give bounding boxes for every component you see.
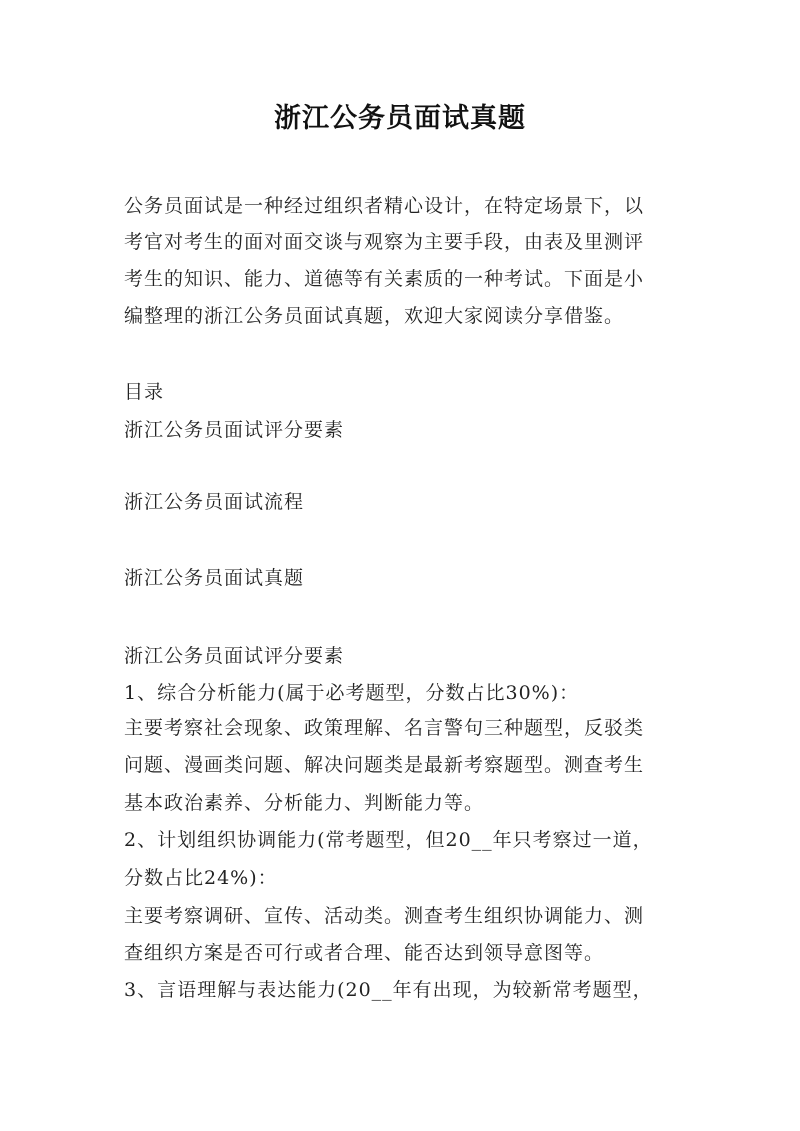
intro-line: 考官对考生的面对面交谈与观察为主要手段，由表及里测评 [124,231,645,253]
section-heading: 浙江公务员面试评分要素 [124,645,345,667]
section-line: 3、言语理解与表达能力(20__年有出现，为较新常考题型， [124,979,653,1001]
toc-item: 浙江公务员面试评分要素 [124,419,345,441]
section-line: 查组织方案是否可行或者合理、能否达到领导意图等。 [124,942,605,964]
toc-item: 浙江公务员面试流程 [124,491,305,513]
section-line: 问题、漫画类问题、解决问题类是最新考察题型。测查考生 [124,754,645,776]
intro-line: 考生的知识、能力、道德等有关素质的一种考试。下面是小 [124,268,645,290]
intro-line: 公务员面试是一种经过组织者精心设计，在特定场景下，以 [124,195,645,217]
page-title: 浙江公务员面试真题 [274,103,526,134]
section-line: 2、计划组织协调能力(常考题型，但20__年只考察过一道， [124,829,653,851]
toc-heading: 目录 [124,381,165,403]
section-line: 主要考察社会现象、政策理解、名言警句三种题型，反驳类 [124,717,645,739]
section-line: 分数占比24%)： [124,867,278,889]
toc-item: 浙江公务员面试真题 [124,567,305,589]
section-line: 主要考察调研、宣传、活动类。测查考生组织协调能力、测 [124,905,645,927]
section-line: 1、综合分析能力(属于必考题型，分数占比30%)： [124,682,580,704]
section-line: 基本政治素养、分析能力、判断能力等。 [124,792,485,814]
intro-line: 编整理的浙江公务员面试真题，欢迎大家阅读分享借鉴。 [124,305,625,327]
